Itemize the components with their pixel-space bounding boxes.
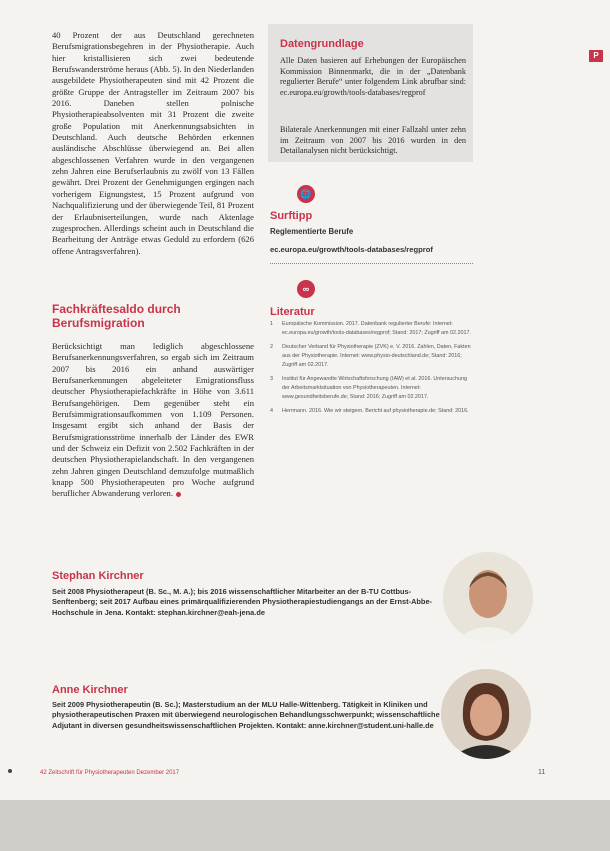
- reference-number: 1: [270, 321, 273, 327]
- author-bio: Seit 2008 Physiotherapeut (B. Sc., M. A.); bis 2016 wissenschaftlicher Mitarbeiter an der B-TU Cottbus-Senftenberg; seit 2017 Aufbau eines primärqualifizierenden Physiotherapiestudiengangs an der Ernst-Abbe-Hochschule in Jena. Kontakt: stephan.kirchner@eah-jena.de: [52, 587, 433, 617]
- divider: [270, 263, 473, 264]
- crop-mark: [8, 769, 12, 773]
- section-heading: Fachkräftesaldo durch Berufsmigration: [52, 302, 181, 330]
- footer-publication: 42 Zeitschrift für Physiotherapeuten Dezember 2017: [40, 770, 180, 776]
- reference-number: 3: [270, 376, 273, 382]
- author-name: Anne Kirchner: [52, 684, 128, 696]
- reference-item: [270, 407, 473, 416]
- reference-list: [270, 320, 473, 421]
- surftipp-link[interactable]: ec.europa.eu/growth/tools-databases/regprof: [270, 245, 433, 254]
- reference-text: Deutscher Verband für Physiotherapie (ZVK) e. V. 2016. Zahlen, Daten, Fakten aus der Physiotherapie. Internet: www.physio-deutschland.de; Stand: 2016; Zugriff am 02.2017.: [282, 344, 471, 368]
- reference-text: Europäische Kommission. 2017. Datenbank regulierter Berufe: Internet: ec.europa.eu/growth/tools-databases/regprof; Stand: 2017; Zugriff am 02.2017.: [282, 321, 471, 336]
- link-icon: ∞: [297, 280, 315, 298]
- end-mark-icon: [176, 492, 181, 497]
- author-bio: Seit 2009 Physiotherapeutin (B. Sc.); Masterstudium an der MLU Halle-Wittenberg. Tätigkeit in Kliniken und physiotherapeutischen Praxen mit überwiegend neurologischen Behandlungsschwerpunkt; wissenschaftliche Adjutant in diversen gesundheitswissenschaftlichen Projekten. Kontakt: anne.kirchner@student.uni-halle.de: [52, 700, 440, 730]
- globe-icon: 🌐: [297, 185, 315, 203]
- surftipp-title: Surftipp: [270, 210, 313, 222]
- data-box-paragraph-1: Alle Daten basieren auf Erhebungen der Europäischen Kommission Binnenmarkt, die in der „Datenbank regulierter Berufe“ unter folgendem Link abrufbar sind: ec.europa.eu/growth/tools-databases/regprof: [280, 56, 466, 97]
- author-photo: [441, 669, 531, 759]
- reference-number: 2: [270, 344, 273, 350]
- author-name: Stephan Kirchner: [52, 570, 144, 582]
- section-tab: P: [589, 50, 603, 62]
- reference-item: [270, 375, 473, 402]
- author-photo: [443, 552, 533, 642]
- reference-text: Herrmann. 2016. Wie wir steigern. Bericht auf physiotherapie.de; Stand: 2016.: [282, 408, 469, 414]
- scan-background: [0, 800, 610, 851]
- page-number: 11: [538, 769, 546, 776]
- body-paragraph-2-text: Berücksichtigt man lediglich abgeschlossene Berufsanerkennungsverfahren, so ergab sich im Zeitraum 2007 bis 2016 ein anhand auswärtiger Berufsanerkennungen abgeleiteter Emigrationsfluss deutscher Physiotherapiefachkräfte in Höhe von 3.611 Berufsangehörigen. Dem gegenüber steht ein Berufsimmigrationsaufkommen von 1.109 Personen. Insgesamt ergibt sich anhand der Basis der Berufsmigrationsströme innerhalb der Länder des EWR und der Schweiz ein Defizit von 2.502 Fachkräften in der deutschen Physiotherapielandschaft. In den vergangenen zehn Jahren gingen Deutschland demzufolge mutmaßlich knapp 500 Physiotherapeuten pro Woche aufgrund beruflicher Abwanderung verloren.: [52, 341, 254, 499]
- data-box-title: Datengrundlage: [280, 38, 364, 50]
- body-paragraph-2: [52, 341, 254, 500]
- surftipp-subtitle: Reglementierte Berufe: [270, 227, 354, 236]
- reference-item: [270, 343, 473, 370]
- reference-text: Institut für Angewandte Wirtschaftsforschung (IAW) et al. 2016. Untersuchung der Arbeitsmarktsituation von Physiotherapeuten. Internet: www.gesundheitsberufe.de; Stand: 2016; Zugriff am 02.2017.: [282, 376, 467, 400]
- body-paragraph-1: 40 Prozent der aus Deutschland gerechneten Berufsmigrationsbegehren in der Physiotherapie. Auch hier kristallisieren sich zwei bedeutende Berufswanderströme heraus (Abb. 5). In den Niederlanden ausgebildete Physiotherapeuten sind mit 42 Prozent die größte Gruppe der Antragsteller im Zeitraum 2007 bis 2016. Daneben stellen polnische Physiotherapieabsolventen mit 31 Prozent die zweite große Population mit Anerkennungsabsichten in Deutschland. Auch deutsche Behörden erkennen ausländische Abschlüsse überwiegend an. Bei allen abgeschlossenen Verfahren wurde in den vergangenen zehn Jahren eine Berufserlaubnis zu zwölf von 13 Fällen gewährt. Drei Prozent der Genehmigungen ergingen nach vorherigem Eignungstest, 15 Prozent aufgrund von Nachqualifizierung und der überwiegende Teil, 81 Prozent der Erlaubniserteilungen, wurde nach Aktenlage zugesprochen. Allerdings scheint auch in Deutschland die Bearbeitung der Anträge etwas Geduld zu erfordern (626 offene Antragsverfahren).: [52, 30, 254, 256]
- reference-item: [270, 320, 473, 338]
- reference-number: 4: [270, 408, 273, 414]
- data-box-paragraph-2: Bilaterale Anerkennungen mit einer Fallzahl unter zehn im Zeitraum von 2007 bis 2016 wurden in den Detailanalysen nicht berücksichtigt.: [280, 125, 466, 156]
- literatur-title: Literatur: [270, 306, 315, 318]
